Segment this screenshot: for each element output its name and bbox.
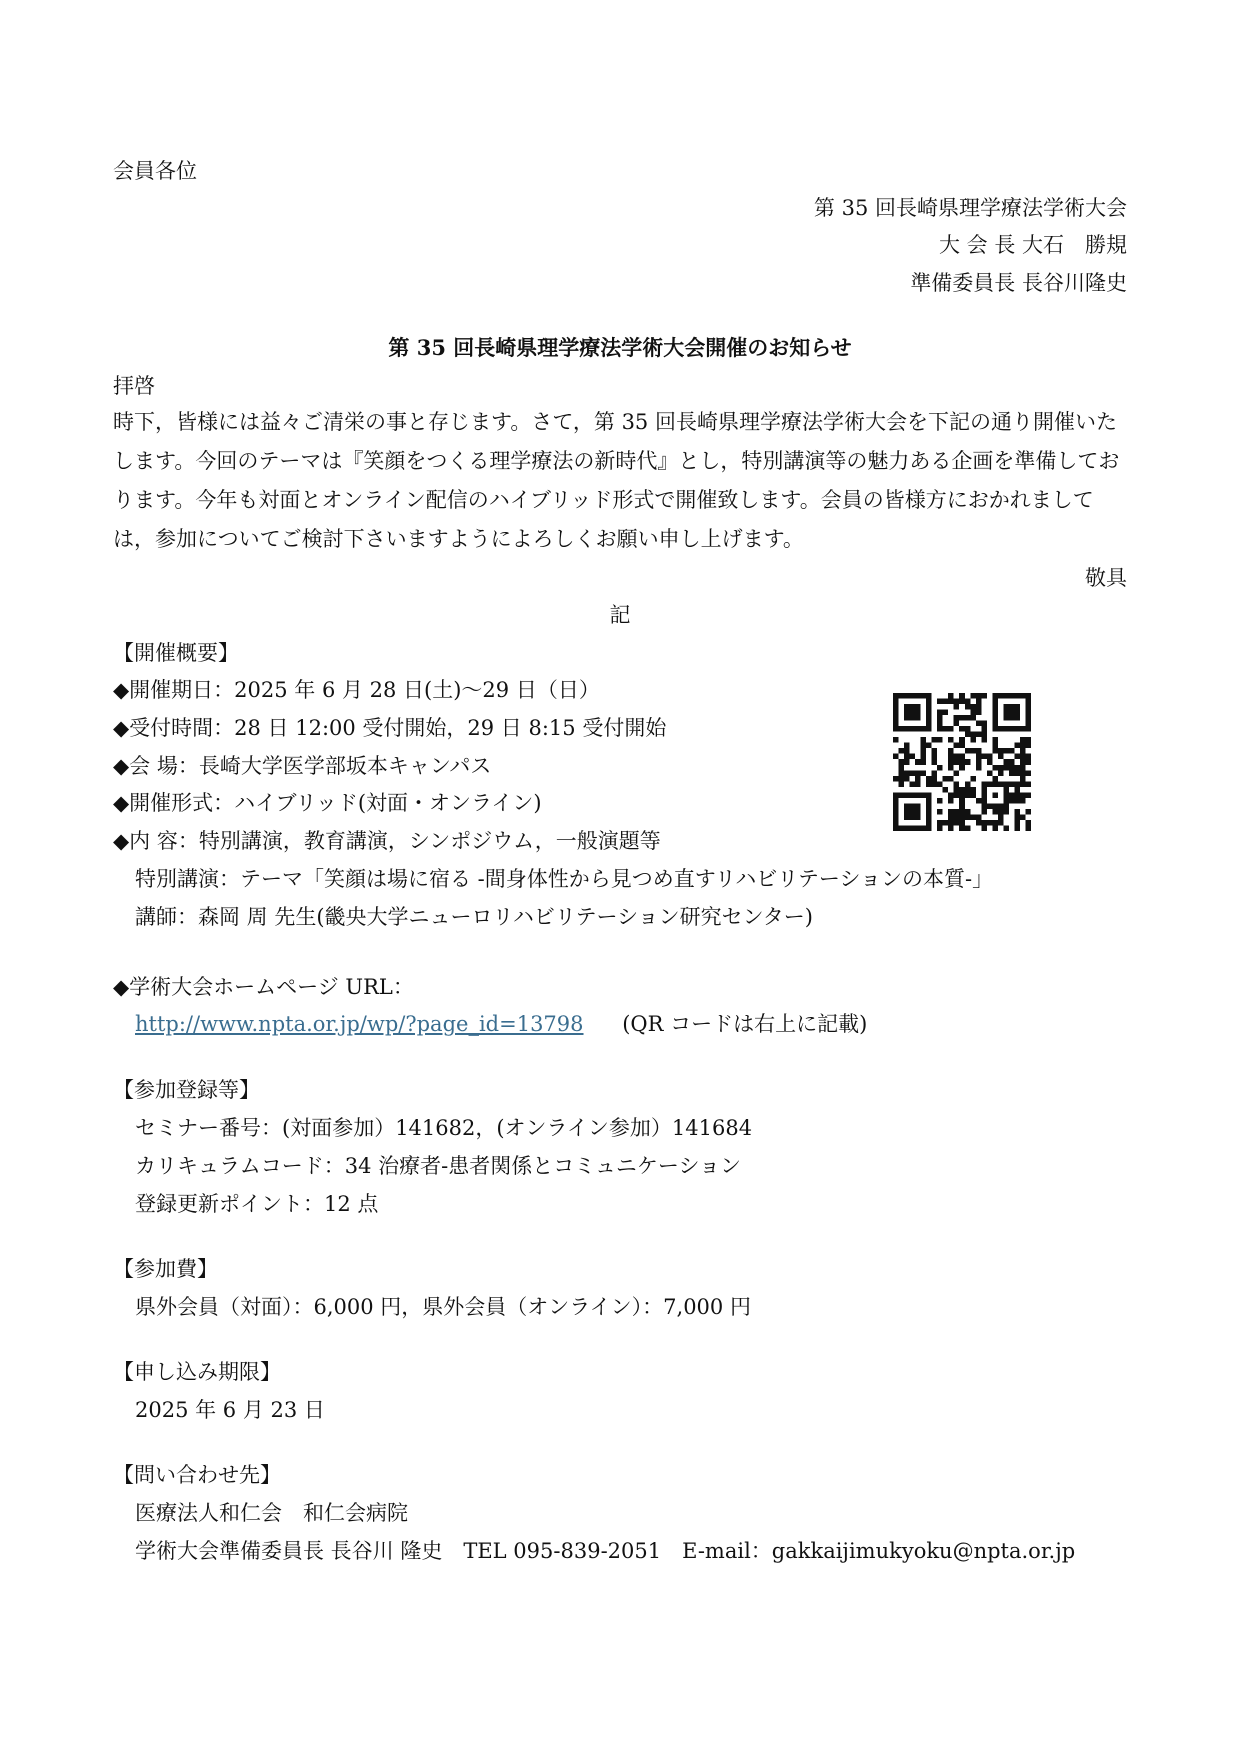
organizer: 第 35 回長崎県理学療法学術大会	[813, 196, 1127, 220]
contact-org: 医療法人和仁会 和仁会病院	[135, 1501, 408, 1525]
qr-note: (QR コードは右上に記載)	[622, 1012, 868, 1036]
overview-content: ◆内 容：特別講演，教育講演，シンポジウム，一般演題等	[113, 829, 661, 853]
homepage-link[interactable]: http://www.npta.or.jp/wp/?page_id=13798	[135, 1012, 584, 1036]
overview-venue: ◆会 場：長崎大学医学部坂本キャンパス	[113, 754, 492, 778]
addressee: 会員各位	[113, 159, 197, 183]
fee-heading: 【参加費】	[113, 1257, 218, 1281]
deadline-text: 2025 年 6 月 23 日	[135, 1398, 325, 1422]
overview-heading: 【開催概要】	[113, 641, 239, 665]
body-paragraph: 時下，皆様には益々ご清栄の事と存じます。さて，第 35 回長崎県理学療法学術大会を下記の通り開催いたします。今回のテーマは『笑顔をつくる理学療法の新時代』とし，特別講演等の魅力ある企画を準備しております。今年も対面とオンライン配信のハイブリッド形式で開催致します。会員の皆様方におかれましては，参加についてご検討下さいますようによろしくお願い申し上げます。	[113, 410, 1120, 551]
page-title: 第 35 回長崎県理学療法学術大会開催のお知らせ	[388, 335, 852, 360]
president: 大 会 長 大石 勝規	[938, 233, 1127, 257]
overview-reception: ◆受付時間：28 日 12:00 受付開始，29 日 8:15 受付開始	[113, 716, 667, 740]
renewal-points: 登録更新ポイント：12 点	[135, 1192, 379, 1216]
overview-date: ◆開催期日：2025 年 6 月 28 日(土)～29 日（日）	[113, 678, 600, 702]
closing: 敬具	[1085, 566, 1127, 590]
curriculum-code: カリキュラムコード：34 治療者-患者関係とコミュニケーション	[135, 1154, 742, 1178]
seminar-number: セミナー番号：(対面参加）141682，(オンライン参加）141684	[135, 1116, 753, 1140]
qr-code-icon	[893, 693, 1031, 831]
homepage-label: ◆学術大会ホームページ URL：	[113, 975, 414, 999]
committee-chair: 準備委員長 長谷川隆史	[910, 271, 1127, 295]
contact-heading: 【問い合わせ先】	[113, 1463, 281, 1487]
deadline-heading: 【申し込み期限】	[113, 1360, 281, 1384]
contact-person: 学術大会準備委員長 長谷川 隆史 TEL 095-839-2051 E-mail：gakkaijimukyoku@npta.or.jp	[135, 1539, 1076, 1563]
special-lecture: 特別講演：テーマ「笑顔は場に宿る -間身体性から見つめ直すリハビリテーションの本質-」	[135, 867, 994, 891]
ki-marker: 記	[609, 603, 631, 627]
fee-text: 県外会員（対面）：6,000 円，県外会員（オンライン）：7,000 円	[135, 1295, 751, 1319]
registration-heading: 【参加登録等】	[113, 1078, 260, 1102]
lecturer: 講師：森岡 周 先生(畿央大学ニューロリハビリテーション研究センター)	[135, 905, 814, 929]
overview-format: ◆開催形式：ハイブリッド(対面・オンライン)	[113, 791, 542, 815]
greeting: 拝啓	[113, 374, 155, 398]
